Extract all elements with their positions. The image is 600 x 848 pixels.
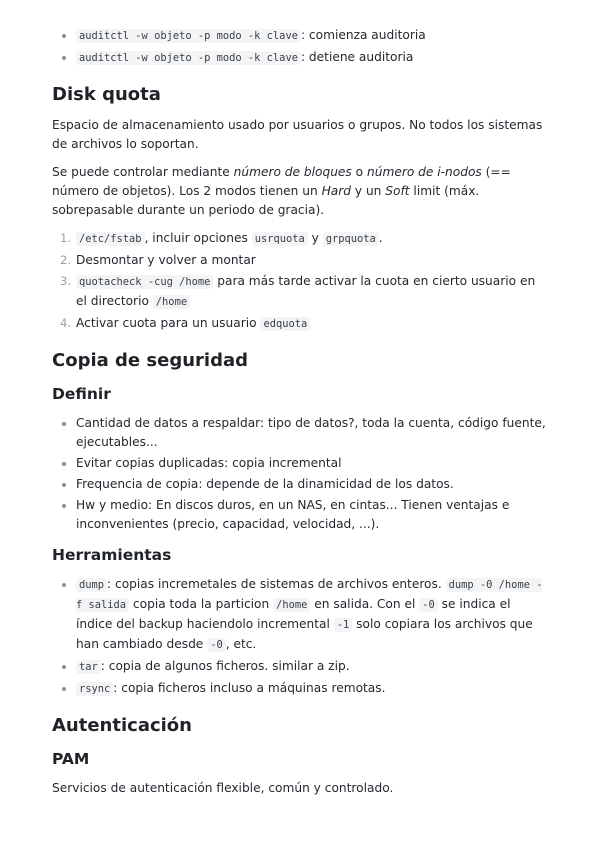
paragraph: Espacio de almacenamiento usado por usuarios o grupos. No todos los sistemas de archivos lo soportan. — [52, 118, 543, 151]
list-item: 4. Activar cuota para un usuario edquota — [76, 314, 548, 334]
list-item: auditctl -w objeto -p modo -k clave : detiene auditoria — [76, 48, 548, 68]
heading-autenticacion: Autenticación — [52, 715, 192, 736]
list-item: tar : copia de algunos ficheros. similar a zip. — [76, 657, 548, 677]
heading-backup: Copia de seguridad — [52, 350, 248, 371]
inline-code: rsync — [76, 682, 113, 696]
list-item: 2. Desmontar y volver a montar — [60, 253, 256, 267]
inline-code: dump -0 /home -f salida — [76, 579, 543, 611]
quota-steps-list — [52, 229, 548, 334]
paragraph: Servicios de autenticación flexible, común y controlado. — [52, 781, 394, 795]
list-item: 3. quotacheck -cug /home para más tarde activar la cuota en cierto usuario en el directorio /home — [60, 274, 536, 308]
inline-code: edquota — [260, 317, 310, 331]
inline-code: auditctl -w objeto -p modo -k clave — [76, 29, 301, 43]
list-item: Cantidad de datos a respaldar: tipo de datos?, toda la cuenta, código fuente, ejecutables... — [76, 414, 548, 452]
definir-list — [52, 414, 548, 534]
inline-code: quotacheck -cug /home — [76, 275, 213, 289]
inline-code: -1 — [334, 618, 353, 632]
inline-code: grpquota — [323, 232, 379, 246]
list-item: Hw y medio: En discos duros, en un NAS, en cintas... Tienen ventajas e inconvenientes (precio, capacidad, velocidad, ...). — [76, 496, 548, 534]
inline-code: /home — [273, 598, 310, 612]
herramientas-list — [52, 575, 548, 699]
list-item: rsync : copia ficheros incluso a máquinas remotas. — [76, 679, 548, 699]
paragraph: Se puede controlar mediante número de bloques o número de i-nodos (== número de objetos). Los 2 modos tienen un Hard y un Soft limit (máx. sobrepasable durante un periodo de gracia). — [52, 165, 511, 217]
inline-code: tar — [76, 660, 101, 674]
list-item: dump : copias incremetales de sistemas de archivos enteros. dump -0 /home -f salida copia toda la particion /home en salida. Con el -0 se indica el índice del backup haciendolo incremental -1 solo copiara los archivos que han cambiado desde -0 , etc. — [76, 575, 548, 655]
inline-code: auditctl -w objeto -p modo -k clave — [76, 51, 301, 65]
audit-command-list — [52, 26, 548, 68]
subheading-herramientas: Herramientas — [52, 546, 172, 564]
list-item: Evitar copias duplicadas: copia incremental — [76, 454, 548, 473]
inline-code: -0 — [419, 598, 438, 612]
subheading-pam: PAM — [52, 750, 90, 768]
list-item: auditctl -w objeto -p modo -k clave : comienza auditoria — [76, 26, 548, 46]
inline-code: /home — [153, 295, 190, 309]
inline-code: /etc/fstab — [76, 232, 145, 246]
list-item: 1. /etc/fstab , incluir opciones usrquota y grpquota . — [60, 231, 383, 245]
inline-code: usrquota — [252, 232, 308, 246]
inline-code: dump — [76, 578, 107, 592]
subheading-definir: Definir — [52, 385, 111, 403]
inline-code: -0 — [207, 638, 226, 652]
heading-disk-quota: Disk quota — [52, 84, 161, 105]
list-item: Frequencia de copia: depende de la dinamicidad de los datos. — [76, 475, 548, 494]
